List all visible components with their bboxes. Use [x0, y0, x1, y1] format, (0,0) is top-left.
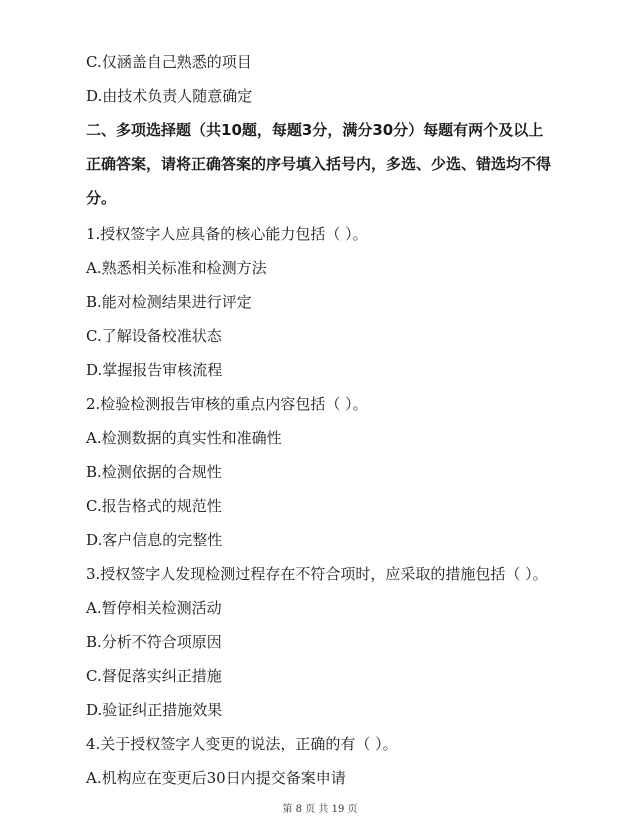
option-line: B.检测依据的合规性: [86, 463, 222, 481]
option-line: D.客户信息的完整性: [86, 531, 223, 549]
question-4: [86, 727, 586, 795]
option-line: C.了解设备校准状态: [86, 327, 222, 345]
option-line: A.暂停相关检测活动: [86, 599, 222, 617]
option-line: B.分析不符合项原因: [86, 633, 222, 651]
option-line: B.能对检测结果进行评定: [86, 293, 252, 311]
page-number-footer: 第 8 页 共 19 页: [282, 804, 358, 815]
option-line: A.检测数据的真实性和准确性: [86, 429, 282, 447]
question-stem: 3.授权签字人发现检测过程存在不符合项时，应采取的措施包括（ ）。: [86, 565, 548, 583]
option-line: C.报告格式的规范性: [86, 497, 222, 515]
question-stem: 4.关于授权签字人变更的说法，正确的有（ ）。: [86, 735, 398, 753]
option-line: C.仅涵盖自己熟悉的项目: [86, 53, 252, 71]
option-line: D.掌握报告审核流程: [86, 361, 223, 379]
page-content: [86, 45, 586, 795]
option-line: D.由技术负责人随意确定: [86, 87, 253, 105]
option-line: A.熟悉相关标准和检测方法: [86, 259, 267, 277]
option-line: A.机构应在变更后30日内提交备案申请: [86, 769, 346, 787]
question-1: [86, 217, 586, 387]
question-3: [86, 557, 586, 727]
question-2: [86, 387, 586, 557]
question-stem: 2.检验检测报告审核的重点内容包括（ ）。: [86, 395, 368, 413]
section-heading: 二、多项选择题（共10题，每题3分，满分30分）每题有两个及以上正确答案，请将正确答案的序号填入括号内，多选、少选、错选均不得分。: [86, 121, 552, 207]
option-line: C.督促落实纠正措施: [86, 667, 222, 685]
option-line: D.验证纠正措施效果: [86, 701, 223, 719]
question-stem: 1.授权签字人应具备的核心能力包括（ ）。: [86, 225, 368, 243]
